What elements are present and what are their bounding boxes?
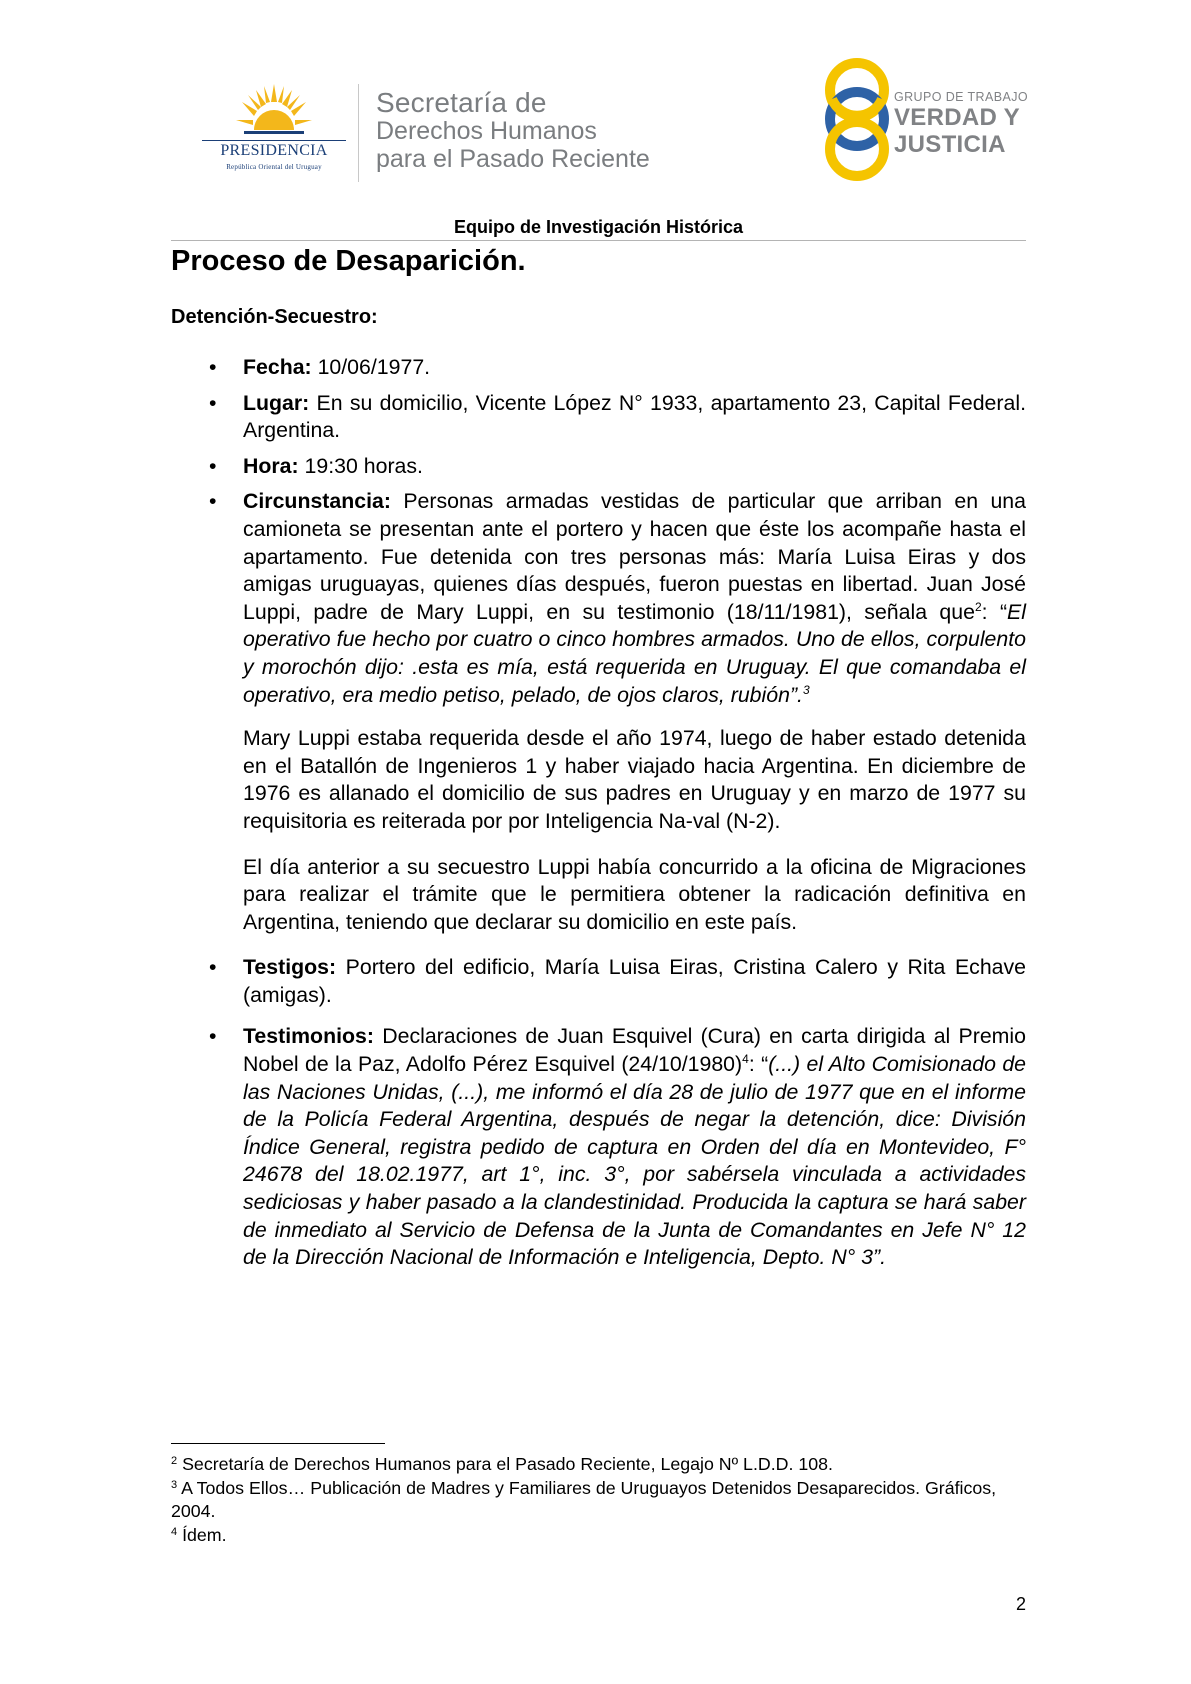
- presidencia-logo: [196, 82, 352, 182]
- presidencia-divider: [202, 140, 346, 141]
- list-item-hora: [171, 453, 1026, 481]
- lugar-label: Lugar:: [243, 390, 310, 415]
- grupo-trabajo-line-3: JUSTICIA: [894, 131, 1006, 158]
- verdad-justicia-logo: [822, 57, 1042, 182]
- bullet-icon: •: [209, 453, 217, 478]
- footnotes: [171, 1453, 1031, 1547]
- circunstancia-colon: : “: [981, 599, 1008, 624]
- bullet-icon: •: [209, 1024, 217, 1049]
- footnote-text: Ídem.: [177, 1524, 227, 1545]
- page-number: 2: [1016, 1594, 1027, 1614]
- footnote-separator: [171, 1443, 385, 1444]
- paragraph-requisitoria: Mary Luppi estaba requerida desde el año 1974, luego de haber estado detenida en el Batallón de Ingenieros 1 y haber viajado hacia Argentina. En diciembre de 1976 es allanado el domicilio de sus padres en Uruguay y en marzo de 1977 su requisitoria es reiterada por por Inteligencia Na-val (N-2).: [243, 726, 1026, 833]
- testimonios-text: Declaraciones de Juan Esquivel (Cura) en carta dirigida al Premio Nobel de la Paz, Adolfo Pérez Esquivel (24/10/1980): [243, 1024, 1026, 1077]
- testigos-label: Testigos:: [243, 955, 337, 980]
- testimonios-label: Testimonios:: [243, 1024, 374, 1049]
- fecha-text: 10/06/1977.: [311, 355, 431, 379]
- bullet-icon: •: [209, 390, 217, 415]
- footnote-2: [171, 1453, 1031, 1477]
- bullet-icon: •: [209, 955, 217, 980]
- footnote-ref-4[interactable]: 4: [742, 1052, 749, 1067]
- footnote-number: 3: [171, 1478, 178, 1491]
- bullet-icon: •: [209, 355, 217, 379]
- document-body: [171, 354, 1026, 1280]
- list-item-testigos: [171, 954, 1026, 1009]
- team-heading: Equipo de Investigación Histórica: [453, 217, 744, 237]
- presidencia-subtitle: República Oriental del Uruguay: [226, 163, 322, 171]
- page-header: [0, 0, 1191, 215]
- header-rule: [171, 240, 1026, 241]
- hora-text: 19:30 horas.: [298, 453, 423, 478]
- circunstancia-label: Circunstancia:: [243, 489, 391, 514]
- list-item-lugar: [171, 390, 1026, 445]
- footnote-4: [171, 1524, 1031, 1548]
- grupo-trabajo-text: [894, 90, 1028, 158]
- secretaria-line-2: Derechos Humanos: [376, 117, 597, 145]
- testimonios-colon: : “: [748, 1052, 769, 1077]
- section-heading: Detención-Secuestro:: [171, 306, 378, 328]
- footnote-3: [171, 1477, 1031, 1524]
- lugar-text: En su domicilio, Vicente López N° 1933, apartamento 23, Capital Federal. Argentina.: [243, 390, 1026, 443]
- page-title: Proceso de Desaparición.: [171, 245, 526, 277]
- footnote-text: A Todos Ellos… Publicación de Madres y Familiares de Uruguayos Detenidos Desaparecidos. Gráficos, 2004.: [171, 1477, 997, 1521]
- testigos-text: Portero del edificio, María Luisa Eiras, Cristina Calero y Rita Echave (amigas).: [243, 955, 1026, 1007]
- logo-separator: [358, 84, 359, 182]
- hora-label: Hora:: [243, 453, 299, 478]
- footnote-number: 2: [171, 1455, 178, 1467]
- list-item-fecha: [171, 354, 1026, 382]
- circunstancia-text: Personas armadas vestidas de particular que arriban en una camioneta se presentan ante el portero y hacen que éste los acompañe hasta el apartamento. Fue detenida con tres personas más: María Luisa Eiras y dos amigas uruguayas, quienes días después, fueron puestas en libertad. Juan José Luppi, padre de Mary Luppi, en su testimonio (18/11/1981), señala que: [243, 489, 1026, 624]
- sun-emblem-icon: [236, 82, 312, 140]
- paragraph-migraciones: El día anterior a su secuestro Luppi había concurrido a la oficina de Migraciones para realizar el trámite que le permitiera obtener la radicación definitiva en Argentina, teniendo que declarar su domicilio en este país.: [243, 854, 1026, 934]
- presidencia-name: PRESIDENCIA: [220, 142, 328, 159]
- circunstancia-quote: El operativo fue hecho por cuatro o cinco hombres armados. Uno de ellos, corpulento y morochón dijo: .esta es mía, está requerida en Uruguay. El que comandaba el operativo, era medio petiso, pelado, de ojos claros, rubión”.: [243, 599, 1026, 707]
- footnote-ref-3[interactable]: 3: [802, 682, 810, 697]
- footnote-number: 4: [171, 1525, 178, 1538]
- secretaria-logo-text: [376, 89, 650, 173]
- footnote-text: Secretaría de Derechos Humanos para el Pasado Reciente, Legajo Nº L.D.D. 108.: [177, 1454, 833, 1474]
- bullet-icon: •: [209, 489, 217, 514]
- grupo-trabajo-line-2: VERDAD Y: [894, 104, 1020, 131]
- fecha-label: Fecha:: [243, 355, 312, 379]
- list-item-testimonios: [171, 1023, 1026, 1271]
- secretaria-line-3: para el Pasado Reciente: [376, 145, 650, 173]
- testimonios-quote: (...) el Alto Comisionado de las Naciones Unidas, (...), me informó el día 28 de julio de 1977 que en el informe de la Policía Federal Argentina, después de negar la detención, dice: División Índice General, registra pedido de captura en Orden del día en Montevideo, F° 24678 del 18.02.1977, art 1°, inc. 3°, por sabérsela vinculada a actividades sediciosas y haber pasado a la clandestinidad. Producida la captura se hará saber de inmediato al Servicio de Defensa de la Junta de Comandantes en Jefe N° 12 de la Dirección Nacional de Información e Inteligencia, Depto. N° 3”.: [243, 1052, 1027, 1270]
- secretaria-line-1: Secretaría de: [376, 87, 547, 118]
- list-item-circunstancia: [171, 488, 1026, 709]
- grupo-trabajo-line-1: GRUPO DE TRABAJO: [894, 90, 1028, 104]
- interlocking-rings-icon: [822, 57, 892, 182]
- footnote-ref-2[interactable]: 2: [974, 599, 982, 614]
